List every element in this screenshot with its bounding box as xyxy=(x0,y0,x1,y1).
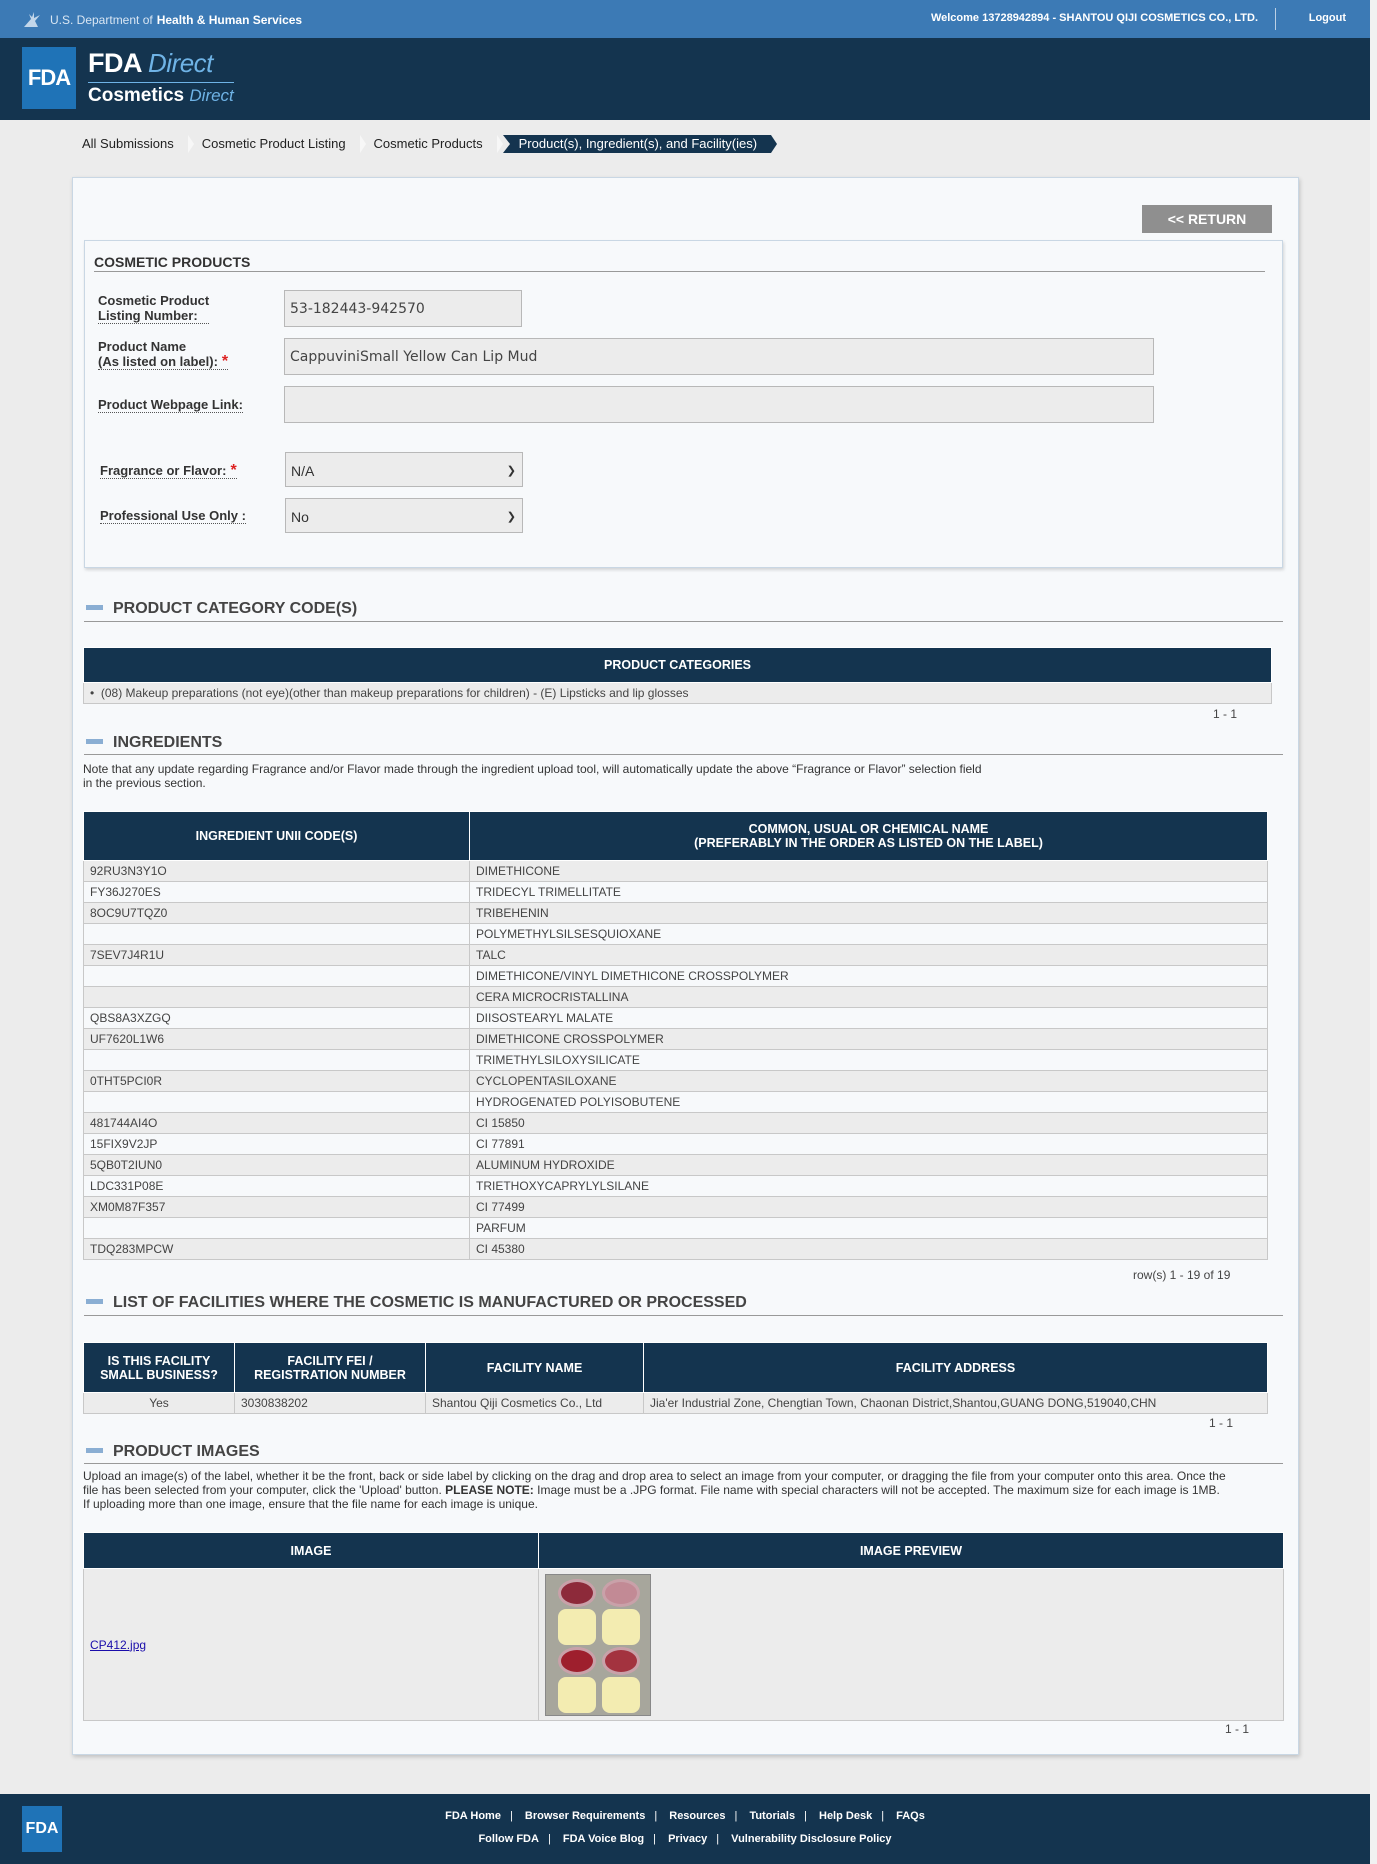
product-name-label-line2: (As listed on label): xyxy=(98,354,218,369)
agency-prefix: U.S. Department of xyxy=(50,13,153,27)
ingredients-pager: row(s) 1 - 19 of 19 xyxy=(1133,1268,1231,1282)
fei-header-line2: REGISTRATION NUMBER xyxy=(254,1367,406,1382)
lid-shape xyxy=(558,1579,596,1607)
table-row xyxy=(84,1569,1284,1721)
unii-code-cell xyxy=(84,1050,470,1071)
logout-link[interactable]: Logout xyxy=(1308,12,1346,24)
table-row xyxy=(84,861,1268,882)
footer-links-row-2 xyxy=(0,1833,1370,1845)
site-header xyxy=(0,38,1370,120)
category-table xyxy=(83,647,1272,704)
lid-shape xyxy=(602,1647,640,1675)
breadcrumb xyxy=(74,135,771,153)
jar-shape xyxy=(558,1677,596,1713)
jar-shape xyxy=(602,1609,640,1645)
images-pager: 1 - 1 xyxy=(1225,1722,1250,1736)
facility-name-column-header: FACILITY NAME xyxy=(426,1343,644,1393)
hhs-eagle-icon xyxy=(22,11,42,29)
ingredients-table xyxy=(83,811,1268,1260)
unii-code-cell: LDC331P08E xyxy=(84,1176,470,1197)
small-business-header-line1: IS THIS FACILITY xyxy=(107,1353,211,1368)
divider xyxy=(84,1315,1283,1316)
brand-cosmetics: Cosmetics xyxy=(88,85,185,106)
unii-code-cell xyxy=(84,924,470,945)
unii-code-cell xyxy=(84,1092,470,1113)
webpage-link-field[interactable] xyxy=(284,386,1154,423)
images-table xyxy=(83,1532,1284,1721)
divider xyxy=(84,1463,1283,1464)
small-business-cell: Yes xyxy=(84,1393,235,1414)
footer-links-row-1 xyxy=(0,1810,1370,1822)
ingredient-name-cell: DIMETHICONE xyxy=(470,861,1268,882)
images-note-line2a: file has been selected from your computer, click the 'Upload' button. xyxy=(83,1483,442,1497)
listing-number-field[interactable]: 53-182443-942570 xyxy=(284,290,522,327)
hhs-branding[interactable] xyxy=(22,11,302,29)
divider xyxy=(84,621,1283,622)
ingredient-name-cell: CI 15850 xyxy=(470,1113,1268,1134)
image-file-cell xyxy=(84,1569,539,1721)
product-name-label xyxy=(98,339,228,370)
fragrance-label-text: Fragrance or Flavor: xyxy=(100,463,227,478)
table-row xyxy=(84,966,1268,987)
listing-number-label-line1: Cosmetic Product xyxy=(98,293,210,308)
footer-link-tutorials[interactable]: Tutorials xyxy=(749,1810,796,1822)
ingredient-name-cell: CYCLOPENTASILOXANE xyxy=(470,1071,1268,1092)
fei-header-line1: FACILITY FEI / xyxy=(287,1353,373,1368)
ingredient-name-cell: TRIETHOXYCAPRYLYLSILANE xyxy=(470,1176,1268,1197)
ingredient-name-cell: POLYMETHYLSILSESQUIOXANE xyxy=(470,924,1268,945)
footer-link-browser-requirements[interactable]: Browser Requirements xyxy=(524,1810,646,1822)
category-pager: 1 - 1 xyxy=(1213,707,1238,721)
ingredient-name-cell: DIISOSTEARYL MALATE xyxy=(470,1008,1268,1029)
image-preview-cell xyxy=(539,1569,1284,1721)
ingredients-note xyxy=(83,762,982,790)
agency-name: Health & Human Services xyxy=(156,13,303,27)
brand-direct-2: Direct xyxy=(189,86,234,105)
ingredient-name-cell: HYDROGENATED POLYISOBUTENE xyxy=(470,1092,1268,1113)
professional-use-select-value: No xyxy=(291,509,309,525)
images-note-line1: Upload an image(s) of the label, whether it be the front, back or side label by clicking on the drag and drop area to select an image from your computer, or dragging the file from your computer onto this area. Once the xyxy=(83,1469,1226,1483)
name-column-header xyxy=(470,812,1268,861)
lid-shape xyxy=(558,1647,596,1675)
separator: | xyxy=(509,1810,513,1822)
category-cell xyxy=(84,683,1272,704)
name-column-header-line1: COMMON, USUAL OR CHEMICAL NAME xyxy=(748,822,989,836)
ingredient-name-cell: DIMETHICONE CROSSPOLYMER xyxy=(470,1029,1268,1050)
separator: | xyxy=(654,1810,658,1822)
ingredient-name-cell: PARFUM xyxy=(470,1218,1268,1239)
fragrance-select-value: N/A xyxy=(291,463,315,479)
breadcrumb-cosmetic-product-listing[interactable]: Cosmetic Product Listing xyxy=(194,135,360,153)
ingredient-name-cell: DIMETHICONE/VINYL DIMETHICONE CROSSPOLYMER xyxy=(470,966,1268,987)
ingredient-name-cell: TALC xyxy=(470,945,1268,966)
fda-logo[interactable]: FDA xyxy=(22,47,76,109)
ingredient-name-cell: ALUMINUM HYDROXIDE xyxy=(470,1155,1268,1176)
required-marker: * xyxy=(221,353,229,370)
category-table-header: PRODUCT CATEGORIES xyxy=(84,648,1272,683)
fei-column-header xyxy=(235,1343,426,1393)
image-column-header: IMAGE xyxy=(84,1533,539,1569)
product-name-field[interactable]: CappuviniSmall Yellow Can Lip Mud xyxy=(284,338,1154,375)
chevron-down-icon: ❯ xyxy=(506,465,516,477)
table-row xyxy=(84,1071,1268,1092)
footer-link-voice-blog[interactable]: FDA Voice Blog xyxy=(562,1833,645,1845)
product-name-label-line1: Product Name xyxy=(98,339,187,354)
small-business-header-line2: SMALL BUSINESS? xyxy=(100,1367,218,1382)
site-footer xyxy=(0,1794,1370,1864)
ingredients-section-heading[interactable] xyxy=(84,734,222,752)
separator: | xyxy=(881,1810,885,1822)
separator: | xyxy=(547,1833,551,1845)
footer-link-faqs[interactable]: FAQs xyxy=(896,1810,925,1822)
table-row xyxy=(84,1050,1268,1071)
listing-number-label xyxy=(98,293,209,324)
unii-code-cell xyxy=(84,966,470,987)
fragrance-select[interactable] xyxy=(285,452,523,487)
jar-shape xyxy=(602,1677,640,1713)
images-section-title: PRODUCT IMAGES xyxy=(113,1443,260,1460)
required-marker: * xyxy=(230,462,237,479)
footer-link-privacy[interactable]: Privacy xyxy=(668,1833,708,1845)
fragrance-label xyxy=(100,463,237,479)
ingredient-name-cell: CI 45380 xyxy=(470,1239,1268,1260)
unii-code-cell: QBS8A3XZGQ xyxy=(84,1008,470,1029)
table-row xyxy=(84,987,1268,1008)
ingredient-name-cell: TRIBEHENIN xyxy=(470,903,1268,924)
brand-direct: Direct xyxy=(148,48,213,78)
table-row xyxy=(84,1134,1268,1155)
small-business-column-header xyxy=(84,1343,235,1393)
unii-code-cell: 8OC9U7TQZ0 xyxy=(84,903,470,924)
facilities-table xyxy=(83,1342,1268,1414)
unii-code-cell: 0THT5PCI0R xyxy=(84,1071,470,1092)
table-row xyxy=(84,1113,1268,1134)
unii-code-cell: FY36J270ES xyxy=(84,882,470,903)
ingredient-name-cell: TRIDECYL TRIMELLITATE xyxy=(470,882,1268,903)
images-note-line3: If uploading more than one image, ensure that the file name for each image is unique. xyxy=(83,1497,538,1511)
footer-link-vulnerability-disclosure[interactable]: Vulnerability Disclosure Policy xyxy=(731,1833,892,1845)
return-button[interactable]: << RETURN xyxy=(1142,205,1272,233)
product-image-thumbnail[interactable] xyxy=(545,1574,651,1716)
images-note-line2c: Image must be a .JPG format. File name with special characters will not be accepted. The maximum size for each image is 1MB. xyxy=(537,1483,1220,1497)
welcome-text: Welcome 13728942894 - SHANTOU QIJI COSMETICS CO., LTD. xyxy=(930,12,1258,24)
facility-address-cell: Jia'er Industrial Zone, Chengtian Town, Chaonan District,Shantou,GUANG DONG,519040,CHN xyxy=(644,1393,1268,1414)
footer-fda-logo[interactable]: FDA xyxy=(22,1806,62,1852)
collapse-icon xyxy=(86,1299,103,1304)
collapse-icon xyxy=(86,1448,103,1453)
table-row xyxy=(84,1393,1268,1414)
breadcrumb-all-submissions[interactable]: All Submissions xyxy=(74,135,188,153)
collapse-icon xyxy=(86,605,103,610)
category-section-heading[interactable] xyxy=(84,600,357,618)
bullet: • xyxy=(90,686,101,700)
divider xyxy=(1275,8,1276,30)
table-row xyxy=(84,683,1272,704)
ingredient-name-cell: CI 77499 xyxy=(470,1197,1268,1218)
table-row xyxy=(84,1029,1268,1050)
table-row xyxy=(84,1197,1268,1218)
ingredients-note-line1: Note that any update regarding Fragrance and/or Flavor made through the ingredient upload tool, will automatically update the above “Fragrance or Flavor” selection field xyxy=(83,762,982,776)
page-scrollbar[interactable] xyxy=(1370,0,1377,1864)
table-row xyxy=(84,1155,1268,1176)
table-row xyxy=(84,945,1268,966)
table-row xyxy=(84,903,1268,924)
unii-code-cell: 481744AI4O xyxy=(84,1113,470,1134)
divider xyxy=(94,271,1265,272)
ingredients-table-body xyxy=(84,861,1268,1260)
table-row xyxy=(84,1218,1268,1239)
breadcrumb-cosmetic-products[interactable]: Cosmetic Products xyxy=(366,135,497,153)
divider xyxy=(84,754,1283,755)
category-section-title: PRODUCT CATEGORY CODE(S) xyxy=(113,600,358,617)
unii-code-cell: 5QB0T2IUN0 xyxy=(84,1155,470,1176)
facilities-section-title: LIST OF FACILITIES WHERE THE COSMETIC IS MANUFACTURED OR PROCESSED xyxy=(113,1294,747,1311)
unii-code-cell: 92RU3N3Y1O xyxy=(84,861,470,882)
separator: | xyxy=(716,1833,720,1845)
table-row xyxy=(84,1239,1268,1260)
footer-link-help-desk[interactable]: Help Desk xyxy=(819,1810,873,1822)
footer-link-follow-fda[interactable]: Follow FDA xyxy=(478,1833,539,1845)
unii-column-header: INGREDIENT UNII CODE(S) xyxy=(84,812,470,861)
separator: | xyxy=(804,1810,807,1822)
please-note-label: PLEASE NOTE: xyxy=(445,1483,534,1497)
table-row xyxy=(84,882,1268,903)
chevron-down-icon: ❯ xyxy=(506,511,516,523)
unii-code-cell xyxy=(84,987,470,1008)
webpage-link-label: Product Webpage Link: xyxy=(98,397,243,412)
images-note xyxy=(83,1469,1288,1511)
facility-name-cell: Shantou Qiji Cosmetics Co., Ltd xyxy=(426,1393,644,1414)
brand-fda: FDA xyxy=(88,48,141,78)
cosmetics-direct-brand xyxy=(88,82,234,107)
image-file-link[interactable]: CP412.jpg xyxy=(90,1637,147,1652)
breadcrumb-current: Product(s), Ingredient(s), and Facility(ies) xyxy=(503,135,771,153)
table-row xyxy=(84,1092,1268,1113)
images-section-heading[interactable] xyxy=(84,1443,260,1461)
professional-use-label: Professional Use Only : xyxy=(100,508,246,523)
name-column-header-line2: (PREFERABLY IN THE ORDER AS LISTED ON THE LABEL) xyxy=(694,836,1043,850)
unii-code-cell: 15FIX9V2JP xyxy=(84,1134,470,1155)
unii-code-cell: UF7620L1W6 xyxy=(84,1029,470,1050)
cosmetic-products-title: COSMETIC PRODUCTS xyxy=(94,254,251,270)
ingredients-section-title: INGREDIENTS xyxy=(113,734,223,751)
facility-address-column-header: FACILITY ADDRESS xyxy=(644,1343,1268,1393)
ingredients-note-line2: in the previous section. xyxy=(83,776,206,790)
collapse-icon xyxy=(86,739,103,744)
ingredient-name-cell: CI 77891 xyxy=(470,1134,1268,1155)
footer-link-fda-home[interactable]: FDA Home xyxy=(445,1810,501,1822)
category-text: (08) Makeup preparations (not eye)(other than makeup preparations for children) - (E) Lipsticks and lip glosses xyxy=(100,686,689,700)
image-preview-column-header: IMAGE PREVIEW xyxy=(539,1533,1284,1569)
jar-shape xyxy=(558,1609,596,1645)
ingredient-name-cell: CERA MICROCRISTALLINA xyxy=(470,987,1268,1008)
separator: | xyxy=(734,1810,738,1822)
table-row xyxy=(84,924,1268,945)
top-bar xyxy=(0,0,1370,38)
table-row xyxy=(84,1008,1268,1029)
fei-cell: 3030838202 xyxy=(235,1393,426,1414)
ingredient-name-cell: TRIMETHYLSILOXYSILICATE xyxy=(470,1050,1268,1071)
separator: | xyxy=(653,1833,657,1845)
listing-number-label-line2: Listing Number: xyxy=(98,308,198,323)
facilities-section-heading[interactable] xyxy=(84,1294,747,1312)
unii-code-cell xyxy=(84,1218,470,1239)
table-row xyxy=(84,1176,1268,1197)
professional-use-select[interactable] xyxy=(285,498,523,533)
fda-direct-brand xyxy=(88,48,213,79)
unii-code-cell: TDQ283MPCW xyxy=(84,1239,470,1260)
unii-code-cell: XM0M87F357 xyxy=(84,1197,470,1218)
footer-link-resources[interactable]: Resources xyxy=(669,1810,726,1822)
facilities-pager: 1 - 1 xyxy=(1209,1416,1234,1430)
lid-shape xyxy=(602,1579,640,1607)
unii-code-cell: 7SEV7J4R1U xyxy=(84,945,470,966)
